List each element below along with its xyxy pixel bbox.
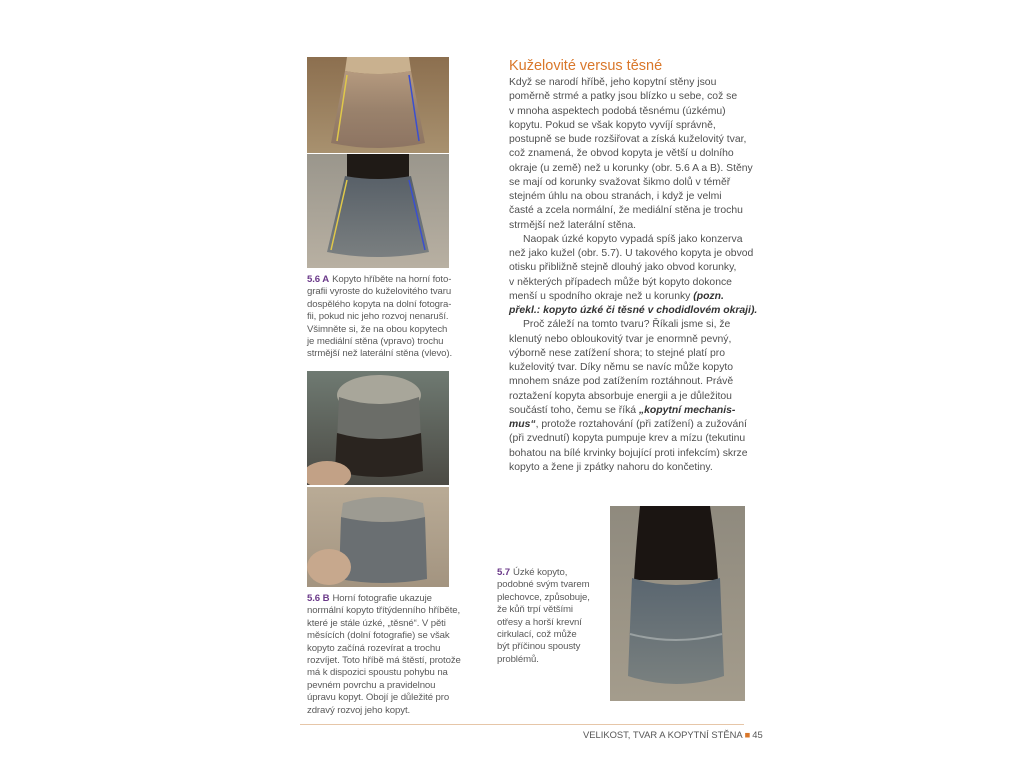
caption-number: 5.6 B bbox=[307, 593, 330, 604]
page-number: 45 bbox=[752, 729, 763, 740]
running-head: VELIKOST, TVAR A KOPYTNÍ STĚNA bbox=[583, 729, 743, 740]
page-footer bbox=[583, 729, 763, 740]
photo-foal-hoof-five-months bbox=[307, 487, 449, 587]
photo-narrow-hoof bbox=[610, 506, 745, 701]
caption-5-6-a: 5.6 A Kopyto hříběte na horní foto- grafii vyroste do kuželovitého tvaru dospělého kopyta na dolní fotogra- fii, pokud nic jeho rozvoj nenaruší. Všimněte si, že na obou kopytech je mediální stěna (vpravo) trochu strmější než laterální stěna (vlevo). bbox=[307, 274, 453, 360]
caption-number: 5.7 bbox=[497, 567, 511, 578]
footer-rule bbox=[300, 724, 744, 725]
photo-foal-hoof-side bbox=[307, 57, 449, 153]
body-text: Když se narodí hříbě, jeho kopytní stěny jsou poměrně strmé a patky jsou blízko u sebe, což se v mnoha aspektech podobá těsnému (úzkému) kopytu. Pokud se však kopyto vyvíjí správně, postupně se bude rozšiřovat a získá kuželovitý tvar, což znamená, že obvod kopyta je větší u dolního okraje (u země) než u korunky (obr. 5.6 A a B). Stěny se mají od korunky svažovat šikmo dolů v téměř stejném úhlu na obou stranách, i když je velmi časté a zcela normální, že mediální stěna je trochu strmější než laterální stěna. Naopak úzké kopyto vypadá spíš jako konzerva než jako kužel (obr. 5.7). U takového kopyta je obvod otisku přibližně stejně dlouhý jako obvod korunky, v některých případech může být kopyto dokonce menší u spodního okraje než u korunky (pozn. překl.: kopyto úzké či těsné v chodidlovém okraji). Proč záleží na tomto tvaru? Říkali jsme si, že klenutý nebo obloukovitý tvar je enormně pevný, výborně nese zatížení shora; to stejné platí pro kuželovitý tvar. Díky němu se navíc může kopyto mnohem snáze pod zatížením roztáhnout. Právě roztažení kopyta absorbuje energii a je důležitou součástí toho, čemu se říká „kopytní mechanis- mus“, protože roztahování (při zatížení) a zužování (při zvednutí) kopyta pumpuje krev a mízu (tekutinu bohatou na bílé krvinky bojující proti infekcím) skrze kopyto a žene ji zpátky nahoru do končetiny. bbox=[509, 77, 758, 473]
photo-foal-hoof-three-weeks bbox=[307, 371, 449, 485]
caption-number: 5.6 A bbox=[307, 274, 330, 285]
bullet-icon: ■ bbox=[744, 729, 751, 740]
photo-adult-hoof-front bbox=[307, 154, 449, 268]
section-title: Kuželovité versus těsné bbox=[509, 58, 663, 74]
caption-5-7: 5.7 Úzké kopyto, podobné svým tvarem plechovce, způsobuje, že kůň trpí většími otřesy a horší krevní cirkulací, což může být příčinou spousty problémů. bbox=[497, 567, 590, 665]
caption-5-6-b: 5.6 B Horní fotografie ukazuje normální kopyto třítýdenního hříběte, které je stále úzké, „těsné“. V pěti měsících (dolní fotografie) se však kopyto začíná rozevírat a trochu rozvíjet. Toto hříbě má štěstí, protože má k dispozici spoustu pohybu na pevném povrchu a pravidelnou úpravu kopyt. Obojí je důležité pro zdravý rozvoj jeho kopyt. bbox=[307, 593, 461, 716]
